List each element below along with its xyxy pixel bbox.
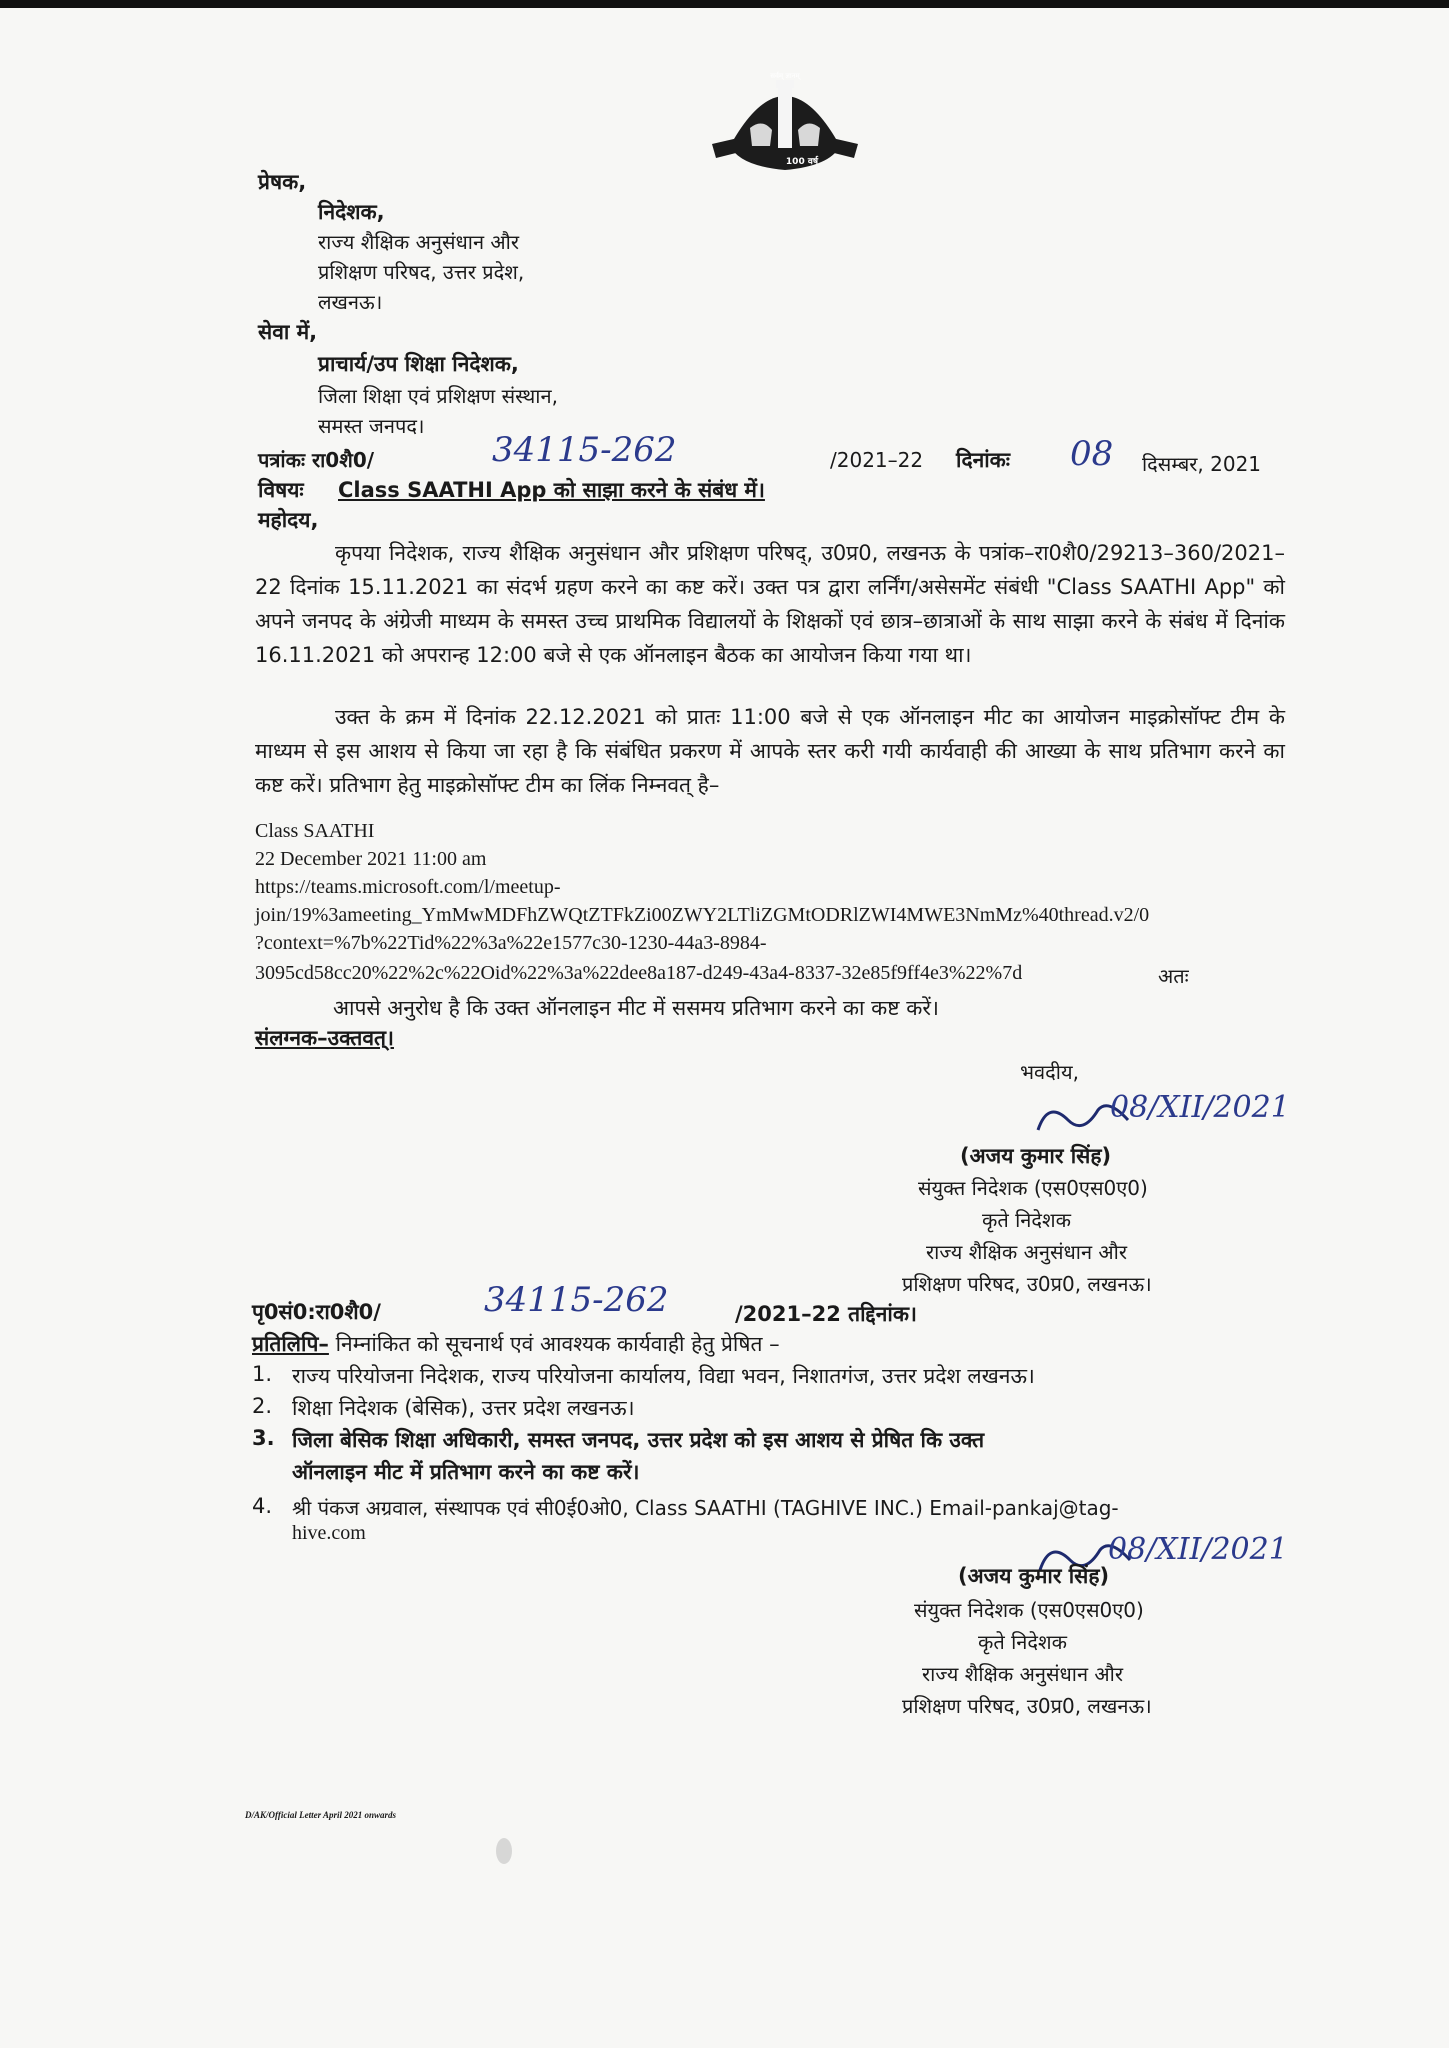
ref-year: /2021–22	[830, 448, 924, 472]
meeting-link-line[interactable]: join/19%3ameeting_YmMwMDFhZWQtZTFkZi00ZWY2LTliZGMtODRlZWI4MWE3NmMz%40thread.v2/0	[255, 904, 1150, 926]
signatory-line: प्रशिक्षण परिषद, उ0प्र0, लखनऊ।	[902, 1272, 1152, 1296]
meeting-link-line[interactable]: https://teams.microsoft.com/l/meetup-	[255, 876, 561, 898]
signatory-designation: संयुक्त निदेशक (एस0एस0ए0)	[914, 1598, 1144, 1622]
copy-intro	[252, 1330, 780, 1358]
request-text: आपसे अनुरोध है कि उक्त ऑनलाइन मीट में ससमय प्रतिभाग करने का कष्ट करें।	[333, 996, 939, 1020]
meeting-link-line[interactable]: ?context=%7b%22Tid%22%3a%22e1577c30-1230-44a3-8984-	[255, 932, 767, 954]
copy-item-text: शिक्षा निदेशक (बेसिक), उत्तर प्रदेश लखनऊ।	[292, 1396, 635, 1420]
handwritten-copy-ref-number: 34115-262	[484, 1280, 669, 1320]
copy-item-text: ऑनलाइन मीट में प्रतिभाग करने का कष्ट करें।	[292, 1460, 640, 1484]
sender-line: प्रशिक्षण परिषद, उत्तर प्रदेश,	[318, 260, 525, 284]
para1-text: कृपया निदेशक, राज्य शैक्षिक अनुसंधान और प्रशिक्षण परिषद्, उ0प्र0, लखनऊ के पत्रांक–रा0शै0/29213–360/2021–22 दिनांक 15.11.2021 का संदर्भ ग्रहण करने का कष्ट करें। उक्त पत्र द्वारा लर्निंग/असेसमेंट संबंधी "Class SAATHI App" को अपने जनपद के अंग्रेजी माध्यम के समस्त उच्च प्राथमिक विद्यालयों के शिक्षकों एवं छात्र–छात्राओं के साथ साझा करने के संबंध में दिनांक 16.11.2021 को अपरान्ह 12:00 बजे से एक ऑनलाइन बैठक का आयोजन किया गया था।	[255, 541, 1285, 667]
body-paragraph-1	[255, 536, 1285, 672]
ataha-word: अतः	[1158, 964, 1189, 988]
copy-item-number: 3.	[252, 1426, 275, 1450]
handwritten-signature-date: 08/XII/2021	[1108, 1532, 1288, 1567]
body-paragraph-2	[255, 700, 1285, 802]
signatory-designation: संयुक्त निदेशक (एस0एस0ए0)	[918, 1176, 1148, 1200]
sender-line: लखनऊ।	[318, 290, 383, 314]
to-label: सेवा में,	[258, 320, 318, 344]
recipient-title: प्राचार्य/उप शिक्षा निदेशक,	[318, 352, 519, 376]
handwritten-signature-date: 08/XII/2021	[1110, 1090, 1290, 1125]
date-rest: दिसम्बर, 2021	[1142, 452, 1262, 476]
closing: भवदीय,	[1020, 1060, 1079, 1084]
ref-label: पत्रांकः रा0शै0/	[258, 448, 375, 472]
handwritten-date-day: 08	[1070, 434, 1114, 474]
recipient-line: जिला शिक्षा एवं प्रशिक्षण संस्थान,	[318, 384, 558, 408]
footer-note: D/AK/Official Letter April 2021 onwards	[245, 1810, 397, 1820]
meeting-link-line[interactable]: 3095cd58cc20%22%2c%22Oid%22%3a%22dee8a187-d249-43a4-8337-32e85f9ff4e3%22%7d	[255, 962, 1023, 984]
recipient-line: समस्त जनपद।	[318, 414, 425, 438]
salutation: महोदय,	[258, 508, 319, 532]
scan-smudge	[496, 1838, 512, 1864]
signatory-name: (अजय कुमार सिंह)	[960, 1144, 1112, 1168]
copy-item-text: श्री पंकज अग्रवाल, संस्थापक एवं सी0ई0ओ0, Class SAATHI (TAGHIVE INC.) Email-pankaj@tag-	[292, 1496, 1119, 1520]
logo-top-text: सर्वम् ज्ञानम्	[770, 72, 800, 80]
copy-intro-text: निम्नांकित को सूचनार्थ एवं आवश्यक कार्यवाही हेतु प्रेषित –	[335, 1332, 780, 1356]
copy-ref-label: पृ0सं0:रा0शै0/	[252, 1300, 381, 1324]
signatory-line: कृते निदेशक	[982, 1208, 1071, 1232]
date-label: दिनांकः	[956, 448, 1011, 472]
copy-label: प्रतिलिपि–	[252, 1332, 329, 1356]
scan-edge	[0, 0, 1449, 8]
signatory-line: प्रशिक्षण परिषद, उ0प्र0, लखनऊ।	[902, 1694, 1152, 1718]
copy-item-number: 2.	[252, 1394, 273, 1418]
copy-item-text: जिला बेसिक शिक्षा अधिकारी, समस्त जनपद, उत्तर प्रदेश को इस आशय से प्रेषित कि उक्त	[292, 1428, 985, 1452]
handwritten-ref-number: 34115-262	[492, 430, 677, 470]
sender-title: निदेशक,	[318, 200, 385, 224]
signatory-line: राज्य शैक्षिक अनुसंधान और	[922, 1662, 1124, 1686]
meeting-name: Class SAATHI	[255, 820, 375, 842]
meeting-datetime: 22 December 2021 11:00 am	[255, 848, 487, 870]
subject-text: Class SAATHI App को साझा करने के संबंध में।	[338, 478, 765, 502]
signatory-name: (अजय कुमार सिंह)	[958, 1564, 1110, 1588]
copy-item-text: hive.com	[292, 1522, 366, 1544]
sender-label: प्रेषक,	[258, 170, 307, 194]
sender-line: राज्य शैक्षिक अनुसंधान और	[318, 230, 520, 254]
para2-text: उक्त के क्रम में दिनांक 22.12.2021 को प्रातः 11:00 बजे से एक ऑनलाइन मीट का आयोजन माइक्रोसॉफ्ट टीम के माध्यम से इस आशय से किया जा रहा है कि संबंधित प्रकरण में आपके स्तर करी गयी कार्यवाही की आख्या के साथ प्रतिभाग करने का कष्ट करें। प्रतिभाग हेतु माइक्रोसॉफ्ट टीम का लिंक निम्नवत् है–	[255, 705, 1285, 797]
copy-item-text: राज्य परियोजना निदेशक, राज्य परियोजना कार्यालय, विद्या भवन, निशातगंज, उत्तर प्रदेश लखनऊ।	[292, 1364, 1035, 1388]
logo-bottom-text: 100 वर्ष	[785, 157, 819, 167]
subject-label: विषयः	[258, 478, 304, 502]
emblem-logo	[710, 66, 860, 176]
signatory-line: राज्य शैक्षिक अनुसंधान और	[926, 1240, 1128, 1264]
enclosure-label: संलग्नक–उक्तवत्।	[255, 1026, 394, 1050]
signatory-line: कृते निदेशक	[978, 1630, 1067, 1654]
copy-ref-rest: /2021–22 तद्दिनांक।	[735, 1302, 917, 1326]
copy-item-number: 4.	[252, 1494, 273, 1518]
copy-item-number: 1.	[252, 1362, 273, 1386]
